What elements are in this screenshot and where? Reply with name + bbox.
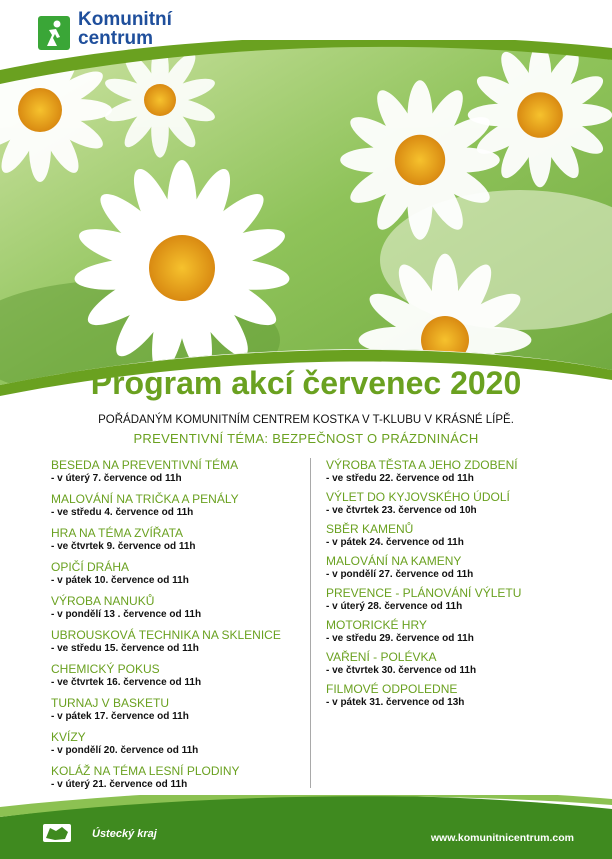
event-item xyxy=(51,662,296,696)
event-date: - ve čtvrtek 23. července od 10h xyxy=(326,505,477,516)
event-title: MOTORICKÉ HRY xyxy=(326,618,427,632)
organizer-line: POŘÁDANÝM KOMUNITNÍM CENTREM KOSTKA V T-KLUBU V KRÁSNÉ LÍPĚ. xyxy=(98,414,514,426)
event-date: - v úterý 21. července od 11h xyxy=(51,779,188,790)
event-title: MALOVÁNÍ NA TRIČKA A PENÁLY xyxy=(51,492,239,506)
logo-line-2: centrum xyxy=(78,28,153,49)
event-title: OPIČÍ DRÁHA xyxy=(51,560,130,574)
theme-line: PREVENTIVNÍ TÉMA: BEZPEČNOST O PRÁZDNINÁCH xyxy=(133,431,479,446)
daisy-photo xyxy=(0,40,612,400)
event-date: - ve čtvrtek 9. července od 11h xyxy=(51,541,196,552)
region-name: Ústecký kraj xyxy=(92,828,157,840)
event-item xyxy=(51,492,296,526)
events-left-column xyxy=(51,458,296,798)
event-item xyxy=(326,650,576,682)
logo-line-1: Komunitní xyxy=(78,9,172,30)
event-item xyxy=(326,554,576,586)
event-date: - ve středu 4. července od 11h xyxy=(51,507,194,518)
event-date: - v pondělí 27. července od 11h xyxy=(326,569,474,580)
event-date: - v pátek 10. července od 11h xyxy=(51,575,189,586)
event-item xyxy=(51,594,296,628)
event-title: UBROUSKOVÁ TECHNIKA NA SKLENICE xyxy=(51,628,281,642)
footer-band xyxy=(0,795,612,859)
event-title: VÝROBA NANUKŮ xyxy=(51,594,155,608)
event-title: CHEMICKÝ POKUS xyxy=(51,662,160,676)
event-title: VAŘENÍ - POLÉVKA xyxy=(326,650,437,664)
event-date: - v pondělí 20. července od 11h xyxy=(51,745,199,756)
event-date: - ve čtvrtek 30. července od 11h xyxy=(326,665,477,676)
event-item xyxy=(51,526,296,560)
event-date: - ve středu 15. července od 11h xyxy=(51,643,199,654)
event-item xyxy=(326,618,576,650)
event-title: PREVENCE - PLÁNOVÁNÍ VÝLETU xyxy=(326,586,522,600)
event-title: HRA NA TÉMA ZVÍŘATA xyxy=(51,526,184,540)
event-item xyxy=(51,458,296,492)
event-item xyxy=(51,560,296,594)
event-title: FILMOVÉ ODPOLEDNE xyxy=(326,682,458,696)
event-item xyxy=(326,682,576,714)
event-title: MALOVÁNÍ NA KAMENY xyxy=(326,554,462,568)
event-title: VÝLET DO KYJOVSKÉHO ÚDOLÍ xyxy=(326,490,510,504)
events-right-column xyxy=(326,458,576,714)
event-item xyxy=(51,730,296,764)
event-item xyxy=(51,628,296,662)
event-date: - ve čtvrtek 16. července od 11h xyxy=(51,677,202,688)
event-item xyxy=(51,696,296,730)
event-item xyxy=(326,586,576,618)
event-date: - v úterý 7. července od 11h xyxy=(51,473,182,484)
event-title: VÝROBA TĚSTA A JEHO ZDOBENÍ xyxy=(326,458,518,472)
event-title: TURNAJ V BASKETU xyxy=(51,696,170,710)
column-divider xyxy=(310,458,311,788)
event-date: - v pátek 24. července od 11h xyxy=(326,537,464,548)
event-date: - v pondělí 13 . července od 11h xyxy=(51,609,202,620)
event-item xyxy=(326,522,576,554)
event-date: - v úterý 28. července od 11h xyxy=(326,601,463,612)
event-title: KOLÁŽ NA TÉMA LESNÍ PLODINY xyxy=(51,764,240,778)
event-title: KVÍZY xyxy=(51,730,86,744)
website-link[interactable]: www.komunitnicentrum.com xyxy=(430,832,574,844)
event-item xyxy=(326,458,576,490)
event-item xyxy=(51,764,296,798)
poster-title: Program akcí červenec 2020 xyxy=(90,365,522,401)
event-date: - ve středu 22. července od 11h xyxy=(326,473,474,484)
event-title: BESEDA NA PREVENTIVNÍ TÉMA xyxy=(51,458,239,472)
event-title: SBĚR KAMENŮ xyxy=(326,522,414,536)
event-date: - v pátek 31. července od 13h xyxy=(326,697,465,708)
event-date: - ve středu 29. července od 11h xyxy=(326,633,474,644)
event-item xyxy=(326,490,576,522)
event-date: - v pátek 17. července od 11h xyxy=(51,711,189,722)
